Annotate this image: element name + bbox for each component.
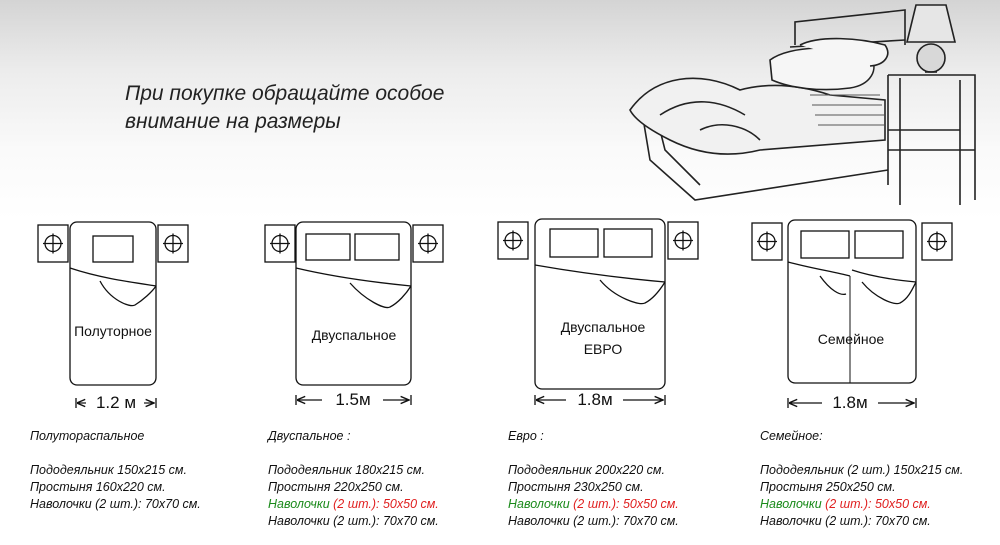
pillow-label: Наволочки [508,497,570,511]
dimension-label-euro: 1.8м [577,390,613,409]
spec-line-highlight [268,496,439,513]
dimension-label-double: 1.5м [335,390,371,409]
title-line-1: При покупке обращайте особое [125,82,445,105]
bed-label-double: Двуспальное [311,327,397,343]
bed-diagram-family [752,220,952,408]
spec-line: Наволочки (2 шт.): 70х70 см. [30,497,201,511]
spec-heading: Двуспальное : [268,429,351,443]
title-line-2: внимание на размеры [125,110,341,133]
bed-label-family: Семейное [817,331,885,347]
pillow-size: (2 шт.): 50х50 см. [821,497,931,511]
bed-illustration [630,5,975,205]
spec-line-highlight [760,496,963,513]
bed-label-euro [561,318,646,358]
bed-label-single: Полуторное [74,323,152,339]
spec-line: Простыня 220х250 см. [268,480,404,494]
bed-diagram-euro [498,219,698,405]
spec-line: Наволочки (2 шт.): 70х70 см. [268,514,439,528]
spec-heading: Семейное: [760,429,823,443]
dimension-label-single: 1.2 м [95,393,137,412]
dimension-label-family: 1.8м [832,393,868,412]
spec-line: Пододеяльник 150х215 см. [30,463,187,477]
spec-line: Наволочки (2 шт.): 70х70 см. [508,514,679,528]
bed-diagram-single [38,222,188,408]
spec-line: Наволочки (2 шт.): 70х70 см. [760,514,931,528]
pillow-label: Наволочки [268,497,330,511]
spec-heading: Полутораспальное [30,429,145,443]
spec-line-highlight [508,496,679,513]
spec-line: Простыня 160х220 см. [30,480,166,494]
bed-label-euro-line-2: ЕВРО [583,341,623,357]
spec-block-family [760,428,963,530]
spec-block-euro [508,428,679,530]
spec-block-double [268,428,439,530]
pillow-size: (2 шт.): 50х50 см. [569,497,679,511]
spec-line: Простыня 230х250 см. [508,480,644,494]
pillow-label: Наволочки [760,497,822,511]
spec-line: Простыня 250х250 см. [760,480,896,494]
spec-heading: Евро : [508,429,544,443]
pillow-size: (2 шт.): 50х50 см. [329,497,439,511]
spec-block-single [30,428,201,513]
spec-line: Пододеяльник 180х215 см. [268,463,425,477]
spec-line: Пододеяльник (2 шт.) 150х215 см. [760,463,964,477]
spec-line: Пододеяльник 200х220 см. [508,463,665,477]
bed-label-euro-line-1: Двуспальное [560,319,646,335]
bed-diagram-double [265,222,443,405]
